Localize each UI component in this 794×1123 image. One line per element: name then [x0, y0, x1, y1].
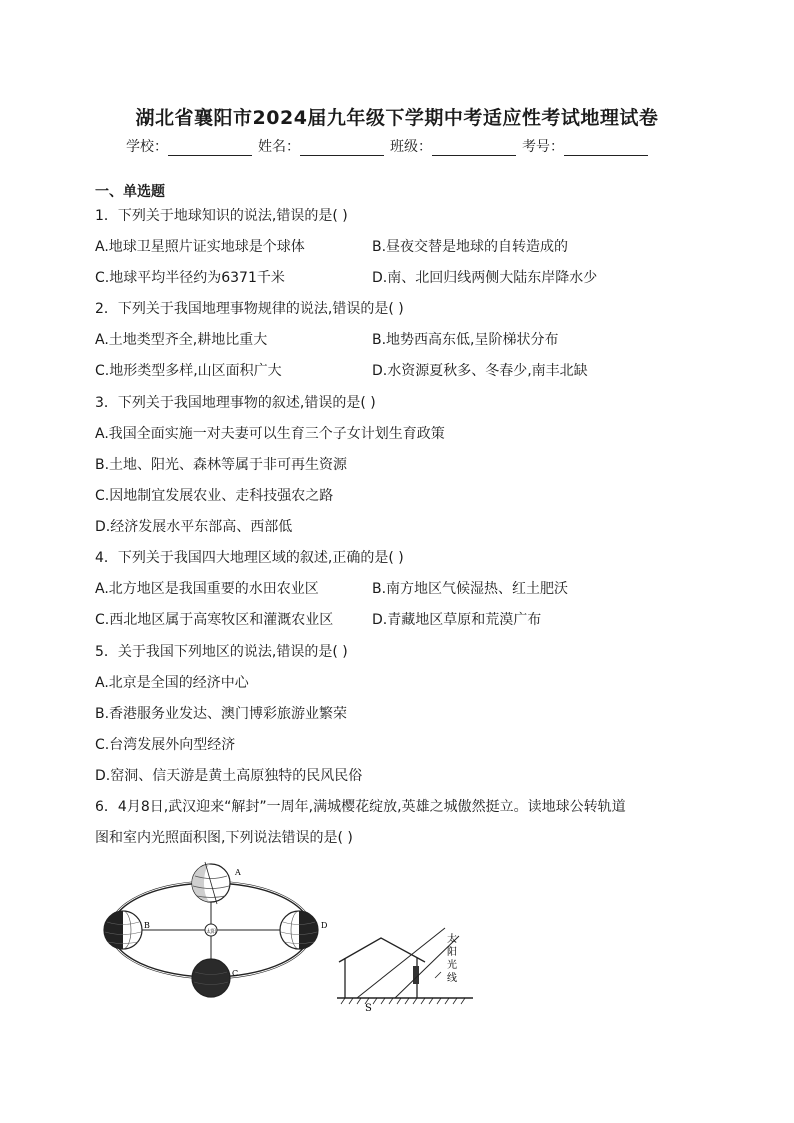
label-b: B — [144, 921, 150, 930]
label-c: C — [232, 969, 239, 978]
sunlight-label-char-4: 线 — [447, 973, 457, 984]
sun-label: 太阳 — [205, 929, 217, 935]
sunlight-label-char-3: 光 — [447, 960, 457, 971]
question-5-stem: 5．关于我国下列地区的说法,错误的是( ) — [95, 644, 348, 660]
question-2-stem: 2．下列关于我国地理事物规律的说法,错误的是( ) — [95, 301, 404, 317]
q5-option-d[interactable]: D.窑洞、信天游是黄土高原独特的民风民俗 — [95, 768, 363, 784]
q4-option-b[interactable]: B.南方地区气候湿热、红土肥沃 — [372, 581, 569, 597]
q4-option-d[interactable]: D.青藏地区草原和荒漠广布 — [372, 612, 542, 628]
orbit-and-room-diagram — [95, 858, 495, 1018]
question-3-stem: 3．下列关于我国地理事物的叙述,错误的是( ) — [95, 395, 376, 411]
question-1-stem: 1．下列关于地球知识的说法,错误的是( ) — [95, 208, 348, 224]
q4-option-c[interactable]: C.西北地区属于高寒牧区和灌溉农业区 — [95, 612, 334, 628]
school-label: 学校： — [126, 139, 168, 155]
q2-option-d[interactable]: D.水资源夏秋多、冬春少,南丰北缺 — [372, 363, 588, 379]
name-blank[interactable] — [300, 139, 384, 156]
question-6-figure — [95, 858, 495, 1022]
q1-option-b[interactable]: B.昼夜交替是地球的自转造成的 — [372, 239, 569, 255]
question-6-stem-line-2: 图和室内光照面积图,下列说法错误的是( ) — [95, 830, 353, 846]
q5-option-b[interactable]: B.香港服务业发达、澳门博彩旅游业繁荣 — [95, 706, 348, 722]
q1-option-a[interactable]: A.地球卫星照片证实地球是个球体 — [95, 239, 305, 255]
q3-option-c[interactable]: C.因地制宜发展农业、走科技强农之路 — [95, 488, 334, 504]
exam-number-label: 考号： — [522, 139, 564, 155]
section-heading: 一、单选题 — [95, 184, 165, 200]
exam-number-blank[interactable] — [564, 139, 648, 156]
label-d: D — [321, 921, 328, 930]
q5-option-c[interactable]: C.台湾发展外向型经济 — [95, 737, 236, 753]
label-a: A — [235, 868, 241, 877]
class-blank[interactable] — [432, 139, 516, 156]
q3-option-b[interactable]: B.土地、阳光、森林等属于非可再生资源 — [95, 457, 348, 473]
q3-option-a[interactable]: A.我国全面实施一对夫妻可以生育三个子女计划生育政策 — [95, 426, 445, 442]
school-blank[interactable] — [168, 139, 252, 156]
name-label: 姓名： — [258, 139, 300, 155]
q1-option-d[interactable]: D.南、北回归线两侧大陆东岸降水少 — [372, 270, 598, 286]
q3-option-d[interactable]: D.经济发展水平东部高、西部低 — [95, 519, 293, 535]
q2-option-b[interactable]: B.地势西高东低,呈阶梯状分布 — [372, 332, 559, 348]
question-6-stem-line-1: 6．4月8日,武汉迎来“解封”一周年,满城樱花绽放,英雄之城傲然挺立。读地球公转轨道 — [95, 799, 626, 815]
room-sunlight-diagram — [337, 928, 473, 1014]
q4-option-a[interactable]: A.北方地区是我国重要的水田农业区 — [95, 581, 319, 597]
q2-option-c[interactable]: C.地形类型多样,山区面积广大 — [95, 363, 282, 379]
q1-option-c[interactable]: C.地球平均半径约为6371千米 — [95, 270, 285, 286]
earth-position-d-icon — [280, 911, 327, 949]
q2-option-a[interactable]: A.土地类型齐全,耕地比重大 — [95, 332, 268, 348]
label-s: S — [365, 1003, 372, 1014]
earth-position-a-icon — [192, 862, 241, 904]
sunlight-label-char-1: 太 — [447, 934, 457, 945]
sunlight-label-char-2: 阳 — [447, 947, 457, 958]
student-info-row — [126, 136, 654, 156]
exam-title: 湖北省襄阳市2024届九年级下学期中考适应性考试地理试卷 — [135, 107, 659, 129]
q5-option-a[interactable]: A.北京是全国的经济中心 — [95, 675, 249, 691]
class-label: 班级： — [390, 139, 432, 155]
question-4-stem: 4．下列关于我国四大地理区域的叙述,正确的是( ) — [95, 550, 404, 566]
